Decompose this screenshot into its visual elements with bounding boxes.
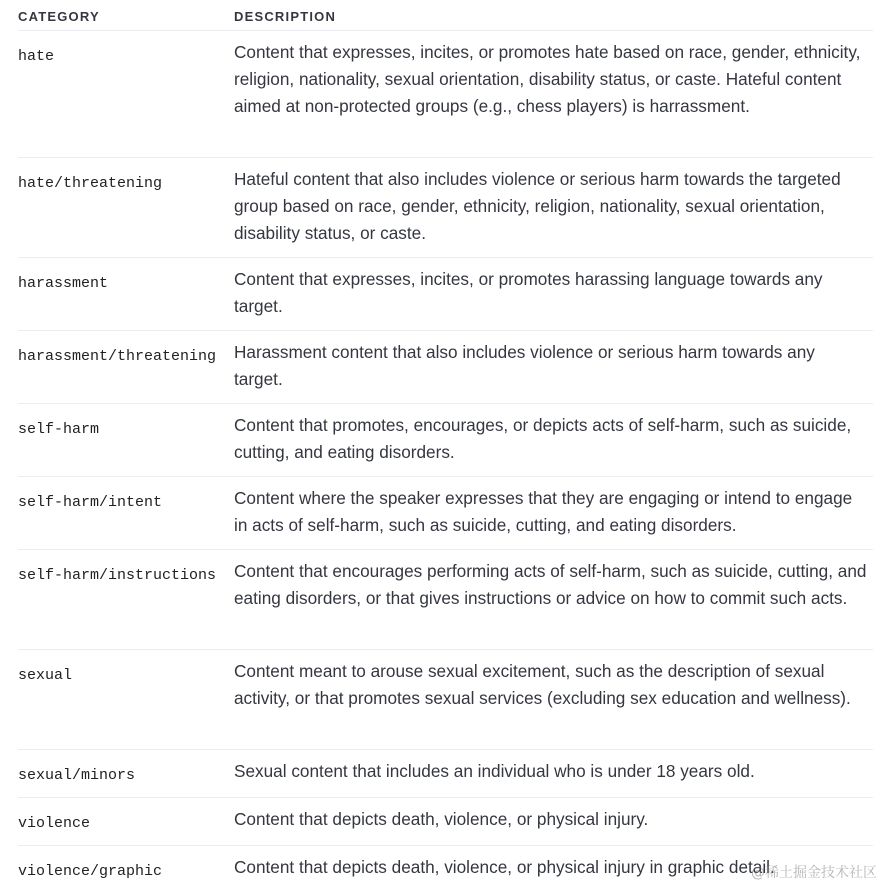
table-row — [18, 404, 873, 477]
description-cell: Content meant to arouse sexual excitement, such as the description of sexual activity, or that promotes sexual services (excluding sex education and wellness). — [234, 661, 851, 708]
description-cell: Content that encourages performing acts of self-harm, such as suicide, cutting, and eating disorders, or that gives instructions or advice on how to commit such acts. — [234, 561, 867, 608]
category-cell: sexual — [18, 667, 73, 684]
category-cell: self-harm/intent — [18, 494, 163, 511]
table-row — [18, 331, 873, 404]
description-cell: Content that expresses, incites, or promotes harassing language towards any target. — [234, 269, 823, 316]
description-cell: Content that expresses, incites, or promotes hate based on race, gender, ethnicity, religion, nationality, sexual orientation, disability status, or caste. Hateful content aimed at non-protected groups (e.g., chess players) is harrassment. — [234, 42, 861, 116]
description-cell: Content where the speaker expresses that they are engaging or intend to engage in acts of self-harm, such as suicide, cutting, and eating disorders. — [234, 488, 853, 535]
table-row — [18, 846, 873, 888]
category-cell: violence — [18, 815, 91, 832]
table-row — [18, 650, 873, 750]
description-cell: Sexual content that includes an individual who is under 18 years old. — [234, 761, 755, 781]
table-row — [18, 550, 873, 650]
description-cell: Content that depicts death, violence, or physical injury. — [234, 809, 649, 829]
category-cell: self-harm/instructions — [18, 567, 217, 584]
category-cell: self-harm — [18, 421, 100, 438]
category-cell: hate — [18, 48, 55, 65]
category-cell: sexual/minors — [18, 767, 136, 784]
category-cell: harassment — [18, 275, 109, 292]
watermark: @稀土掘金技术社区 — [751, 865, 877, 881]
moderation-category-table — [18, 0, 873, 888]
description-cell: Harassment content that also includes violence or serious harm towards any target. — [234, 342, 815, 389]
header-category: CATEGORY — [18, 9, 100, 24]
table-row — [18, 798, 873, 846]
table-row — [18, 750, 873, 798]
category-cell: violence/graphic — [18, 863, 163, 880]
description-cell: Content that depicts death, violence, or physical injury in graphic detail. — [234, 857, 775, 877]
header-description: DESCRIPTION — [234, 9, 337, 24]
category-cell: harassment/threatening — [18, 348, 217, 365]
description-cell: Content that promotes, encourages, or depicts acts of self-harm, such as suicide, cutting, and eating disorders. — [234, 415, 852, 462]
table-row — [18, 158, 873, 258]
table-header — [18, 0, 873, 31]
description-cell: Hateful content that also includes violence or serious harm towards the targeted group based on race, gender, ethnicity, religion, nationality, sexual orientation, disability status, or caste. — [234, 169, 841, 243]
table-row — [18, 477, 873, 550]
table-row — [18, 31, 873, 158]
table-row — [18, 258, 873, 331]
category-cell: hate/threatening — [18, 175, 163, 192]
